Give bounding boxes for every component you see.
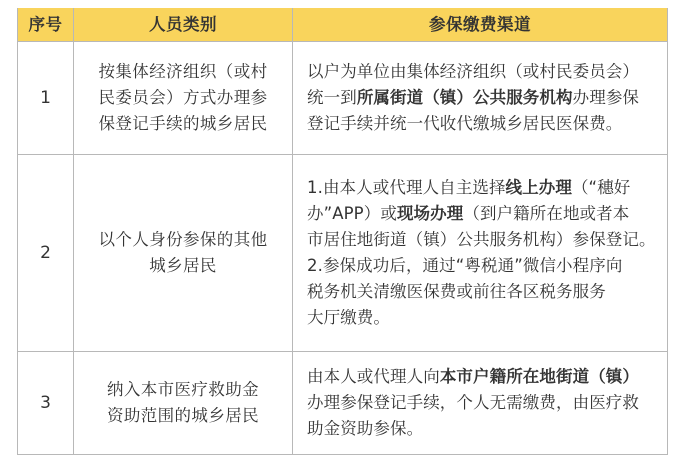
- category-line: 纳入本市医疗救助金: [106, 380, 260, 399]
- header-cell-category: [74, 8, 293, 42]
- channel-text-segment: 助金资助参保。: [307, 419, 424, 438]
- row-3-channel-cell: [293, 352, 668, 455]
- header-category-label: 人员类别: [149, 14, 217, 34]
- category-line: 资助范围的城乡居民: [106, 406, 260, 425]
- category-line: 民委员会）方式办理参: [98, 88, 268, 107]
- row-index: 1: [40, 88, 51, 108]
- channel-emphasis-text: 线上办理: [505, 178, 572, 197]
- row-3-category-cell: [74, 352, 293, 455]
- channel-line: [307, 305, 656, 331]
- channel-text-segment: 1.由本人或代理人自主选择: [307, 178, 506, 197]
- channel-text: [307, 364, 639, 442]
- channel-text-segment: 大厅缴费。: [307, 308, 390, 327]
- channel-line: [307, 416, 639, 442]
- channel-text-segment: 办”APP）或: [307, 204, 397, 223]
- channel-line: [307, 201, 656, 227]
- channel-text-segment: 办理参保登记手续，个人无需缴费，由医疗救: [307, 393, 639, 412]
- row-2-channel-cell: [293, 155, 668, 352]
- row-1-category-cell: [74, 42, 293, 155]
- category-line: 以个人身份参保的其他: [98, 230, 268, 249]
- channel-line: [307, 364, 639, 390]
- header-cell-channel: [293, 8, 668, 42]
- channel-emphasis-text: 本市户籍所在地街道（镇）: [439, 367, 640, 386]
- row-1-channel-cell: [293, 42, 668, 155]
- row-3-index-cell: [18, 352, 74, 455]
- category-line: 按集体经济组织（或村: [98, 62, 268, 81]
- channel-text-segment: 登记手续并统一代收代缴城乡居民医保费。: [307, 114, 623, 133]
- category-line: 城乡居民: [149, 256, 217, 275]
- channel-line: [307, 227, 656, 253]
- category-line: 保登记手续的城乡居民: [98, 114, 268, 133]
- category-text: [107, 377, 259, 429]
- channel-text-segment: 2.参保成功后，通过“粤税通”微信小程序向: [307, 256, 623, 275]
- header-cell-index: [18, 8, 74, 42]
- row-index: 3: [40, 393, 51, 413]
- category-text: [99, 59, 268, 137]
- channel-text: [307, 175, 656, 331]
- channel-line: [307, 279, 656, 305]
- channel-text-segment: 市居住地街道（镇）公共服务机构）参保登记。: [307, 230, 656, 249]
- channel-text-segment: （到户籍所在地或者本: [463, 204, 630, 223]
- channel-text-segment: 办理参保: [572, 88, 640, 107]
- row-1-index-cell: [18, 42, 74, 155]
- row-index: 2: [40, 243, 51, 263]
- row-2-category-cell: [74, 155, 293, 352]
- channel-text-segment: 税务机关清缴医保费或前往各区税务服务: [307, 282, 606, 301]
- channel-emphasis-text: 现场办理: [396, 204, 464, 223]
- header-channel-label: 参保缴费渠道: [429, 14, 531, 34]
- channel-text: [307, 59, 639, 137]
- channel-line: [307, 59, 639, 85]
- channel-line: [307, 111, 639, 137]
- channel-text-segment: （“穗好: [571, 178, 631, 197]
- insurance-channel-table: [17, 8, 667, 455]
- channel-text-segment: 以户为单位由集体经济组织（或村民委员会）: [307, 62, 639, 81]
- channel-line: [307, 253, 656, 279]
- header-index-label: 序号: [28, 14, 63, 34]
- channel-line: [307, 85, 639, 111]
- category-text: [99, 227, 268, 279]
- channel-line: [307, 390, 639, 416]
- channel-text-segment: 统一到: [307, 88, 357, 107]
- row-2-index-cell: [18, 155, 74, 352]
- channel-line: [307, 175, 656, 201]
- channel-text-segment: 由本人或代理人向: [307, 367, 440, 386]
- channel-emphasis-text: 所属街道（镇）公共服务机构: [356, 88, 573, 107]
